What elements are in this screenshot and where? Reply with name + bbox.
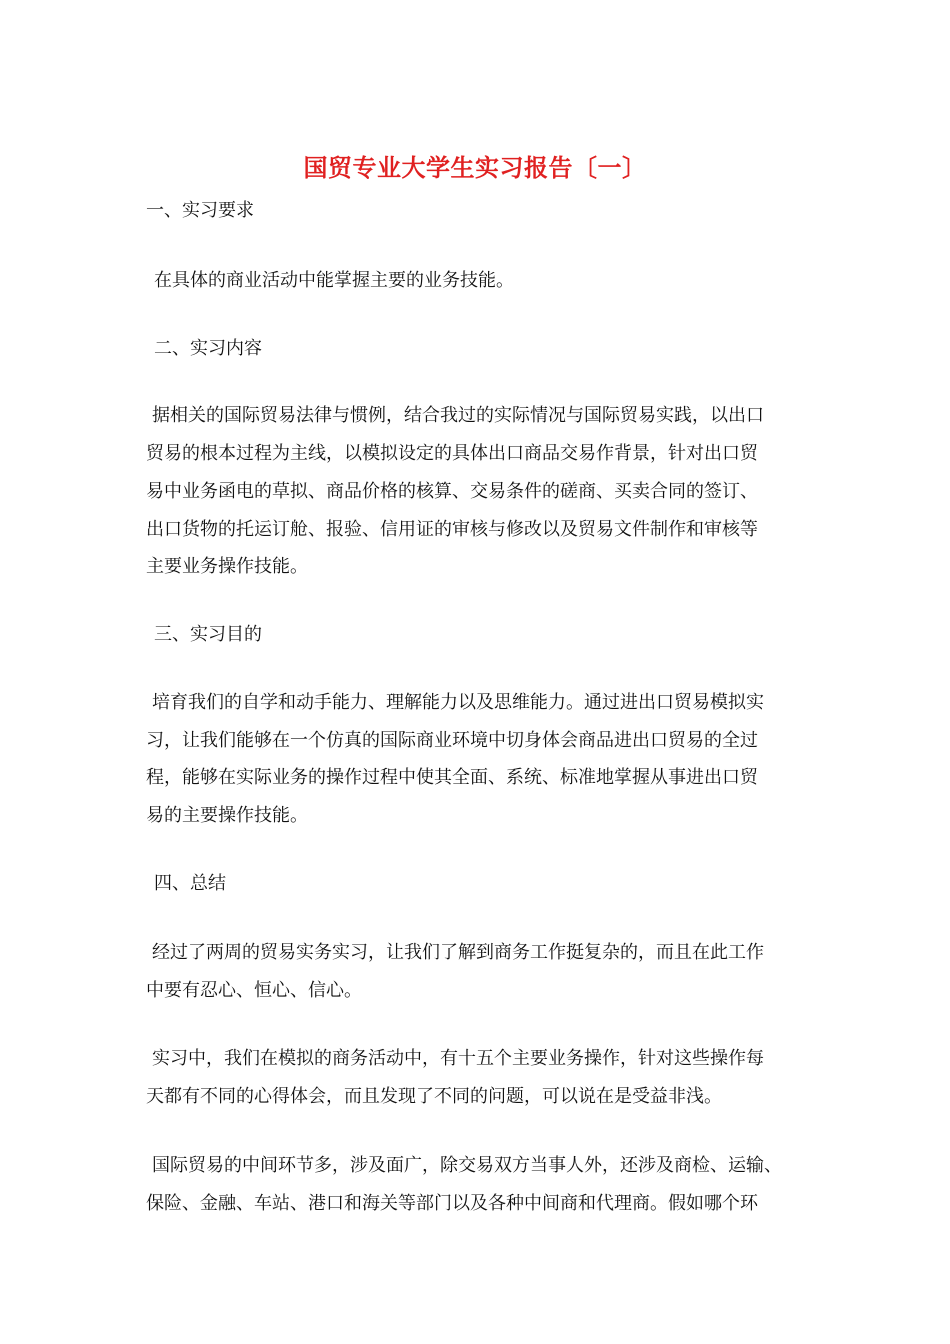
paragraph-line: 易中业务函电的草拟、商品价格的核算、交易条件的磋商、买卖合同的签订、 (146, 481, 758, 502)
section-heading-requirements: 一、实习要求 (146, 200, 254, 221)
paragraph-line: 出口货物的托运订舱、报验、信用证的审核与修改以及贸易文件制作和审核等 (146, 519, 758, 540)
paragraph-line: 易的主要操作技能。 (146, 805, 308, 826)
paragraph-line: 国际贸易的中间环节多，涉及面广，除交易双方当事人外，还涉及商检、运输、 (152, 1155, 782, 1176)
section-heading-content: 二、实习内容 (154, 338, 262, 359)
paragraph-line: 天都有不同的心得体会，而且发现了不同的问题，可以说在是受益非浅。 (146, 1086, 722, 1107)
section-heading-purpose: 三、实习目的 (154, 624, 262, 645)
paragraph-line: 实习中，我们在模拟的商务活动中，有十五个主要业务操作，针对这些操作每 (152, 1048, 764, 1069)
paragraph-line: 习，让我们能够在一个仿真的国际商业环境中切身体会商品进出口贸易的全过 (146, 730, 758, 751)
section-heading-summary: 四、总结 (154, 873, 226, 894)
paragraph-line: 据相关的国际贸易法律与惯例，结合我过的实际情况与国际贸易实践，以出口 (152, 405, 764, 426)
paragraph-line: 在具体的商业活动中能掌握主要的业务技能。 (154, 270, 514, 291)
paragraph-line: 程，能够在实际业务的操作过程中使其全面、系统、标准地掌握从事进出口贸 (146, 767, 758, 788)
paragraph-line: 经过了两周的贸易实务实习，让我们了解到商务工作挺复杂的，而且在此工作 (152, 942, 764, 963)
paragraph-line: 中要有忍心、恒心、信心。 (146, 980, 362, 1001)
paragraph-line: 贸易的根本过程为主线，以模拟设定的具体出口商品交易作背景，针对出口贸 (146, 443, 758, 464)
paragraph-line: 主要业务操作技能。 (146, 556, 308, 577)
document-title: 国贸专业大学生实习报告〔一〕 (303, 153, 647, 182)
paragraph-line: 培育我们的自学和动手能力、理解能力以及思维能力。通过进出口贸易模拟实 (152, 692, 764, 713)
paragraph-line: 保险、金融、车站、港口和海关等部门以及各种中间商和代理商。假如哪个环 (146, 1193, 758, 1214)
